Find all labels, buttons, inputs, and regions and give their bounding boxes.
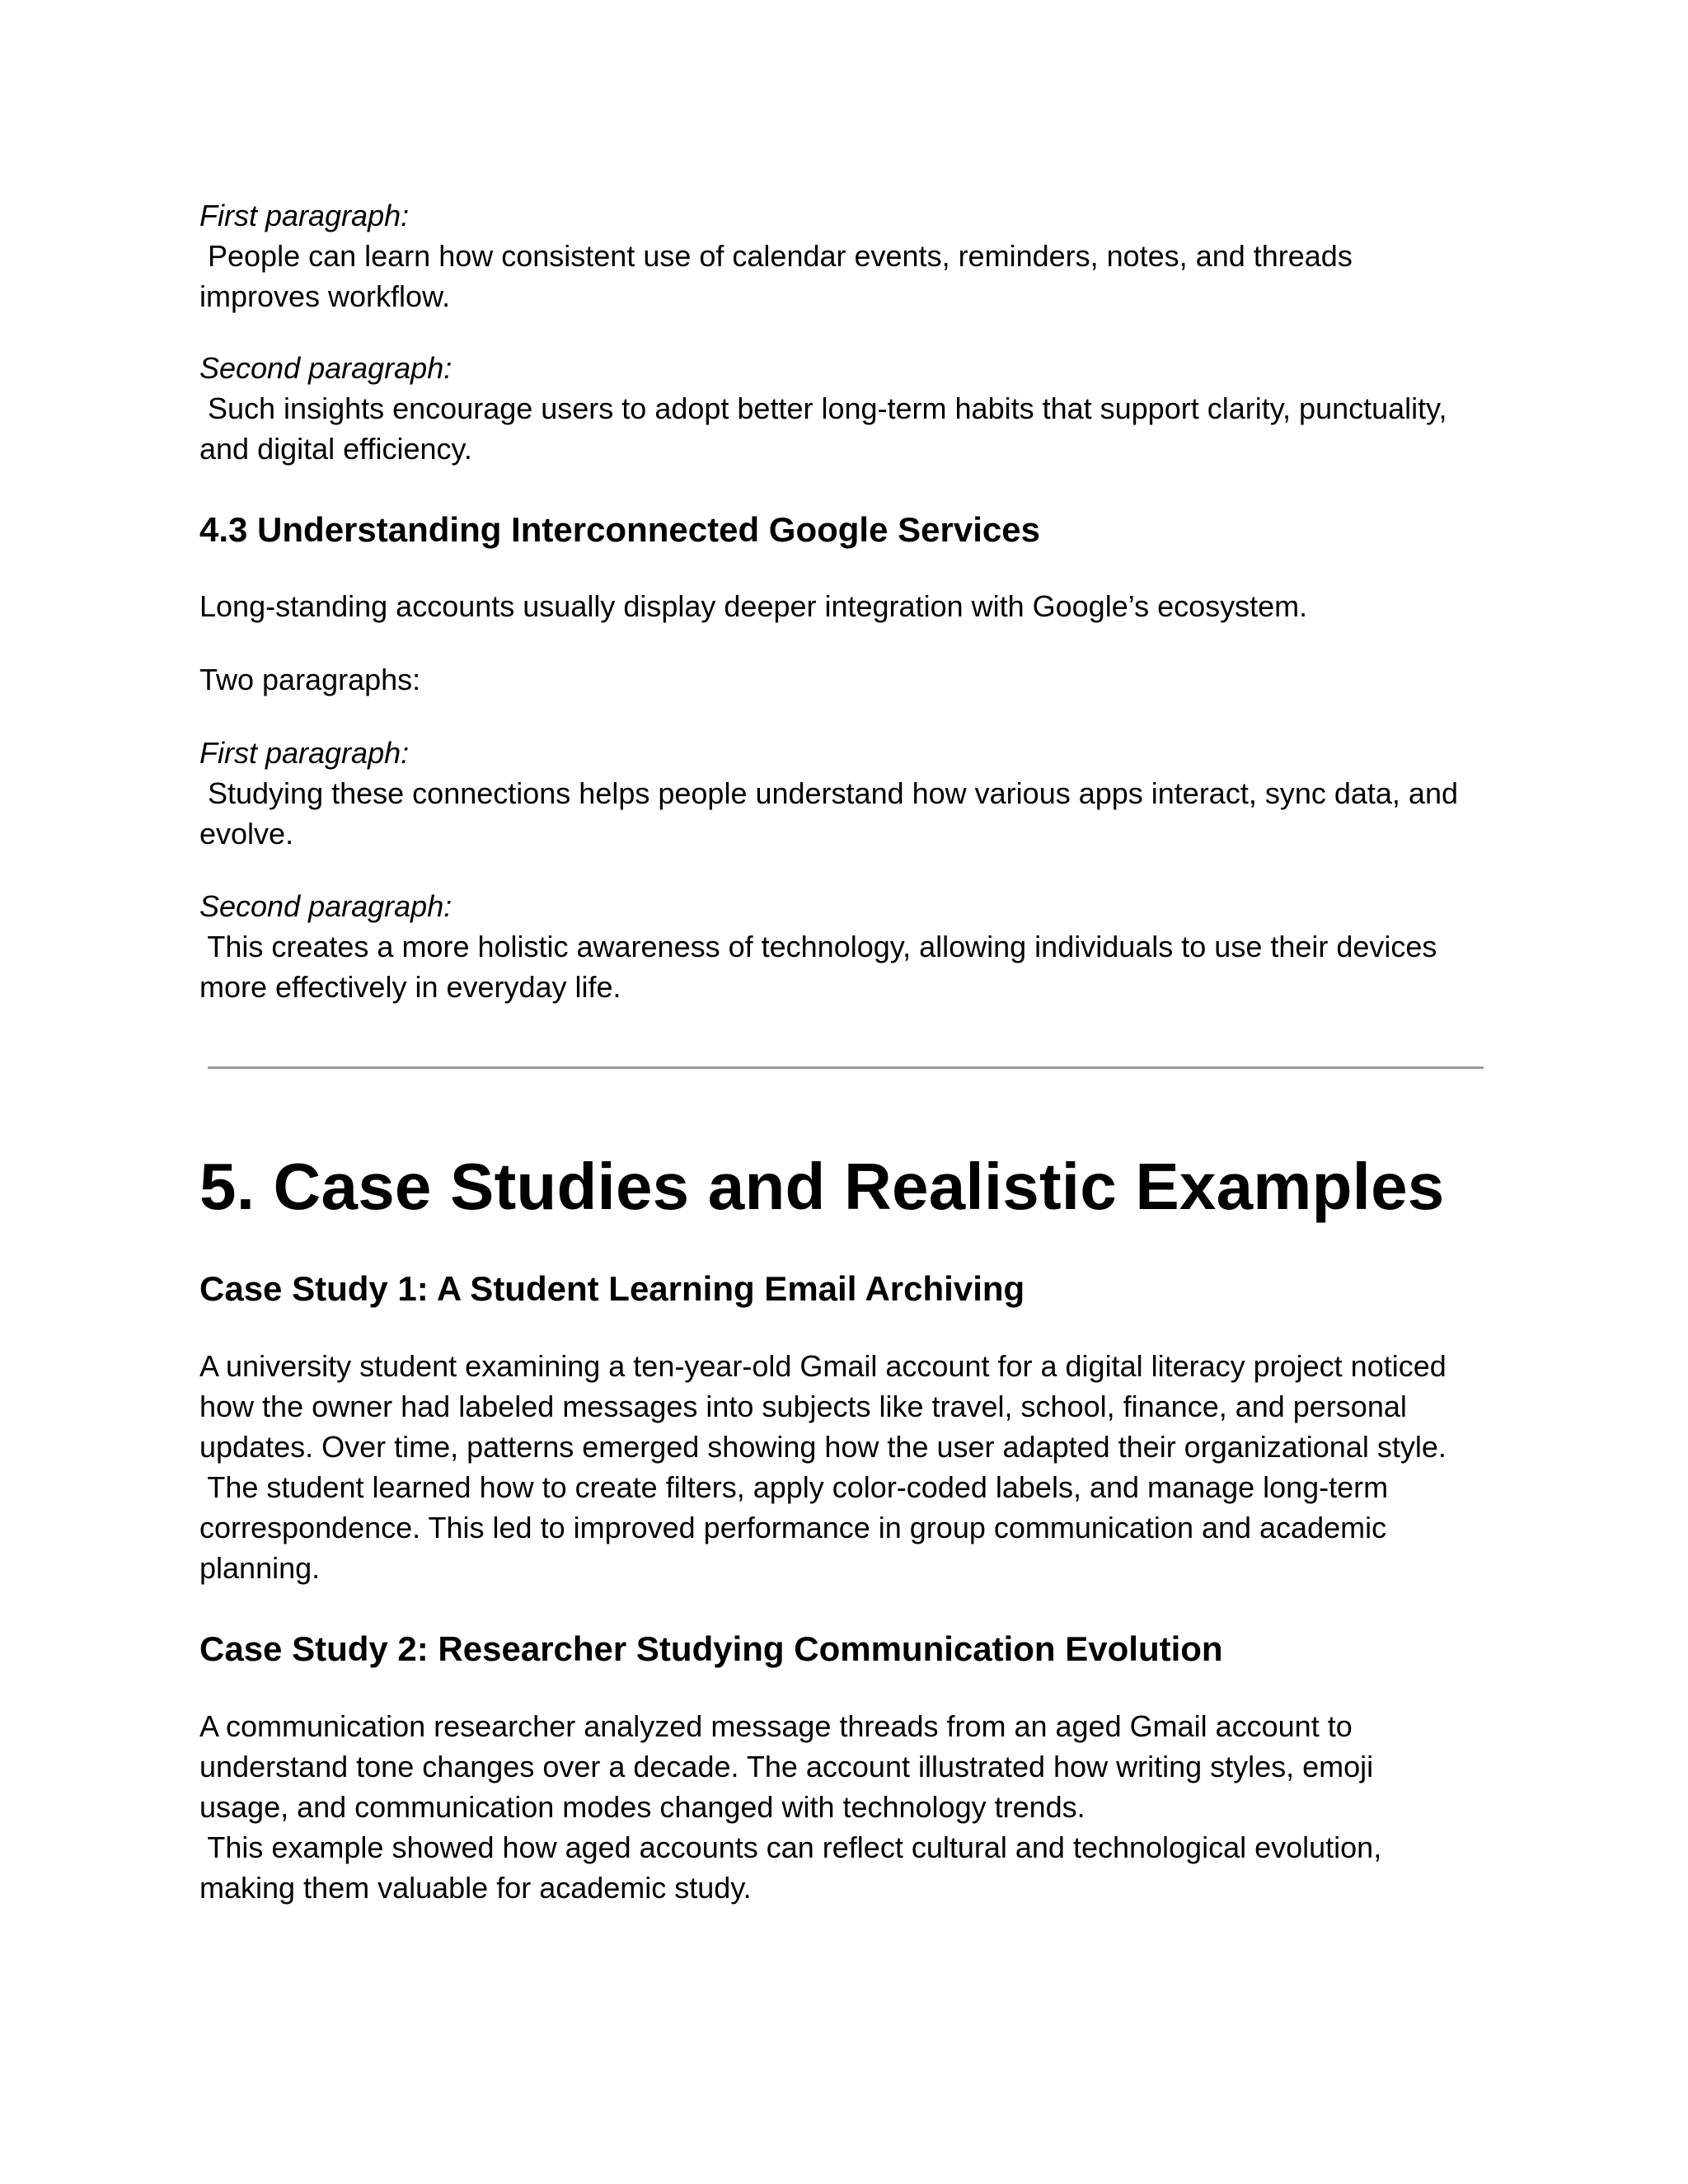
paragraph-line: The student learned how to create filters, apply color-coded labels, and manage long-term xyxy=(199,1470,1389,1504)
paragraph-line: Studying these connections helps people understand how various apps interact, sync data, and xyxy=(199,776,1458,810)
paragraph-line: Such insights encourage users to adopt better long-term habits that support clarity, punctuality, xyxy=(199,391,1447,425)
paragraph-line: evolve. xyxy=(199,817,294,851)
section-heading-5: 5. Case Studies and Realistic Examples xyxy=(199,1150,1445,1223)
horizontal-divider xyxy=(208,1066,1484,1069)
paragraph-first-4-2 xyxy=(199,195,1535,316)
paragraph-label: Second paragraph: xyxy=(199,351,452,385)
paragraph-line: People can learn how consistent use of calendar events, reminders, notes, and threads xyxy=(199,239,1353,273)
paragraph-line: usage, and communication modes changed with technology trends. xyxy=(199,1790,1085,1824)
paragraph-line: more effectively in everyday life. xyxy=(199,970,621,1004)
paragraph-line: correspondence. This led to improved performance in group communication and academic xyxy=(199,1511,1387,1544)
paragraph-line: and digital efficiency. xyxy=(199,432,472,466)
case-study-1-body xyxy=(199,1346,1535,1588)
case-study-1-heading: Case Study 1: A Student Learning Email Archiving xyxy=(199,1269,1025,1308)
paragraph-label: First paragraph: xyxy=(199,736,410,770)
paragraph-line: making them valuable for academic study. xyxy=(199,1871,752,1905)
paragraph-line: A university student examining a ten-year-old Gmail account for a digital literacy project noticed xyxy=(199,1349,1447,1383)
paragraph-label: First paragraph: xyxy=(199,199,410,232)
paragraph-line: improves workflow. xyxy=(199,279,451,313)
paragraph-line: planning. xyxy=(199,1551,321,1585)
paragraph-line: understand tone changes over a decade. The account illustrated how writing styles, emoji xyxy=(199,1750,1374,1783)
two-paragraphs-label: Two paragraphs: xyxy=(199,663,421,696)
paragraph-second-4-2 xyxy=(199,348,1535,469)
case-study-2-heading: Case Study 2: Researcher Studying Communication Evolution xyxy=(199,1629,1223,1668)
paragraph-line: how the owner had labeled messages into subjects like travel, school, finance, and personal xyxy=(199,1390,1407,1423)
paragraph-line: A communication researcher analyzed message threads from an aged Gmail account to xyxy=(199,1709,1353,1743)
paragraph-label: Second paragraph: xyxy=(199,889,452,923)
paragraph-line: updates. Over time, patterns emerged showing how the user adapted their organizational style. xyxy=(199,1430,1447,1464)
section-intro: Long-standing accounts usually display deeper integration with Google’s ecosystem. xyxy=(199,589,1308,623)
section-heading-4-3: 4.3 Understanding Interconnected Google Services xyxy=(199,510,1040,549)
paragraph-first-4-3 xyxy=(199,733,1535,854)
paragraph-line: This example showed how aged accounts can reflect cultural and technological evolution, xyxy=(199,1830,1382,1864)
paragraph-second-4-3 xyxy=(199,886,1535,1007)
case-study-2-body xyxy=(199,1706,1535,1908)
paragraph-line: This creates a more holistic awareness of technology, allowing individuals to use their devices xyxy=(199,930,1437,963)
